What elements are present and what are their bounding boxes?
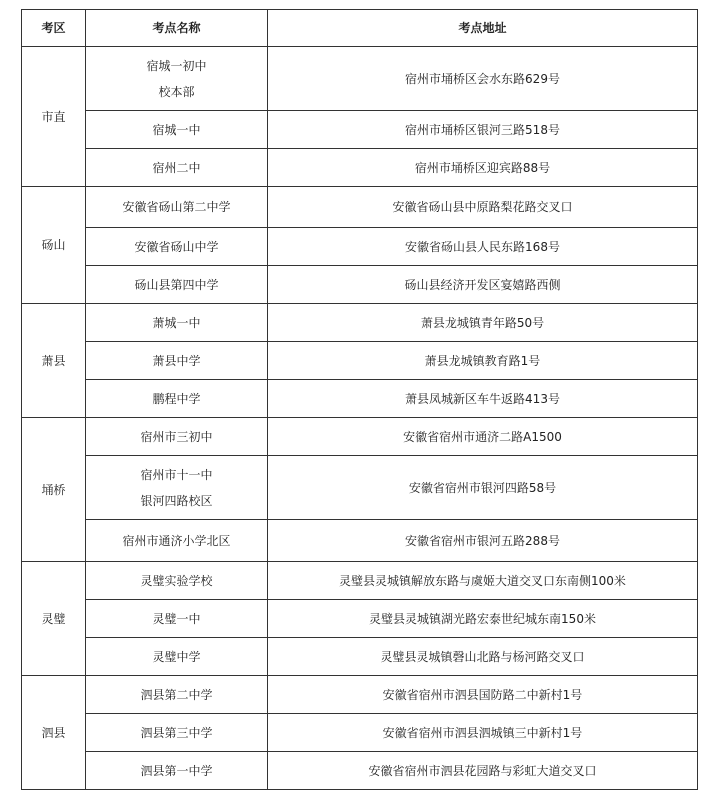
site-address-cell: 安徽省砀山县人民东路168号	[268, 228, 698, 266]
site-name-cell: 安徽省砀山中学	[86, 228, 268, 266]
district-cell: 萧县	[22, 304, 86, 418]
district-cell: 砀山	[22, 187, 86, 304]
header-site-address: 考点地址	[268, 10, 698, 47]
site-address-cell: 宿州市埇桥区会水东路629号	[268, 47, 698, 111]
site-name-cell: 宿州市十一中 银河四路校区	[86, 456, 268, 520]
site-address-cell: 安徽省宿州市银河四路58号	[268, 456, 698, 520]
site-name-cell: 宿城一初中 校本部	[86, 47, 268, 111]
site-name-cell: 泗县第三中学	[86, 714, 268, 752]
table-body	[22, 47, 698, 790]
exam-site-table	[21, 9, 698, 790]
table-row	[22, 342, 698, 380]
district-cell: 灵璧	[22, 562, 86, 676]
district-cell: 埇桥	[22, 418, 86, 562]
site-address-cell: 灵璧县灵城镇湖光路宏泰世纪城东南150米	[268, 600, 698, 638]
site-name-cell: 宿州市通济小学北区	[86, 520, 268, 562]
table-row	[22, 562, 698, 600]
table-row	[22, 638, 698, 676]
site-name-cell: 宿城一中	[86, 111, 268, 149]
site-name-cell: 灵璧中学	[86, 638, 268, 676]
site-name-cell: 泗县第一中学	[86, 752, 268, 790]
site-name-cell: 鹏程中学	[86, 380, 268, 418]
site-address-cell: 灵璧县灵城镇磬山北路与杨河路交叉口	[268, 638, 698, 676]
table-row	[22, 111, 698, 149]
table-row	[22, 752, 698, 790]
site-address-cell: 宿州市埇桥区银河三路518号	[268, 111, 698, 149]
site-address-cell: 萧县龙城镇青年路50号	[268, 304, 698, 342]
table-row	[22, 149, 698, 187]
site-name-cell: 萧县中学	[86, 342, 268, 380]
site-address-cell: 安徽省砀山县中原路梨花路交叉口	[268, 187, 698, 228]
table-header-row	[22, 10, 698, 47]
site-name-cell: 灵璧一中	[86, 600, 268, 638]
site-name-cell: 宿州市三初中	[86, 418, 268, 456]
table-row	[22, 600, 698, 638]
site-name-cell: 砀山县第四中学	[86, 266, 268, 304]
site-address-cell: 安徽省宿州市泗县泗城镇三中新村1号	[268, 714, 698, 752]
site-address-cell: 安徽省宿州市银河五路288号	[268, 520, 698, 562]
table-row	[22, 266, 698, 304]
site-address-cell: 安徽省宿州市泗县花园路与彩虹大道交叉口	[268, 752, 698, 790]
table-row	[22, 456, 698, 520]
table-row	[22, 676, 698, 714]
exam-site-table-wrapper	[21, 9, 698, 790]
site-address-cell: 萧县凤城新区车牛返路413号	[268, 380, 698, 418]
table-row	[22, 47, 698, 111]
district-cell: 泗县	[22, 676, 86, 790]
table-row	[22, 380, 698, 418]
table-row	[22, 228, 698, 266]
table-row	[22, 520, 698, 562]
site-address-cell: 灵璧县灵城镇解放东路与虞姬大道交叉口东南侧100米	[268, 562, 698, 600]
site-name-cell: 安徽省砀山第二中学	[86, 187, 268, 228]
site-name-cell: 灵璧实验学校	[86, 562, 268, 600]
site-address-cell: 萧县龙城镇教育路1号	[268, 342, 698, 380]
site-address-cell: 宿州市埇桥区迎宾路88号	[268, 149, 698, 187]
table-row	[22, 418, 698, 456]
site-address-cell: 安徽省宿州市通济二路A1500	[268, 418, 698, 456]
table-row	[22, 187, 698, 228]
site-name-cell: 萧城一中	[86, 304, 268, 342]
site-address-cell: 安徽省宿州市泗县国防路二中新村1号	[268, 676, 698, 714]
site-name-cell: 泗县第二中学	[86, 676, 268, 714]
table-row	[22, 714, 698, 752]
site-name-cell: 宿州二中	[86, 149, 268, 187]
header-district: 考区	[22, 10, 86, 47]
table-row	[22, 304, 698, 342]
site-address-cell: 砀山县经济开发区宴嬉路西侧	[268, 266, 698, 304]
header-site-name: 考点名称	[86, 10, 268, 47]
district-cell: 市直	[22, 47, 86, 187]
